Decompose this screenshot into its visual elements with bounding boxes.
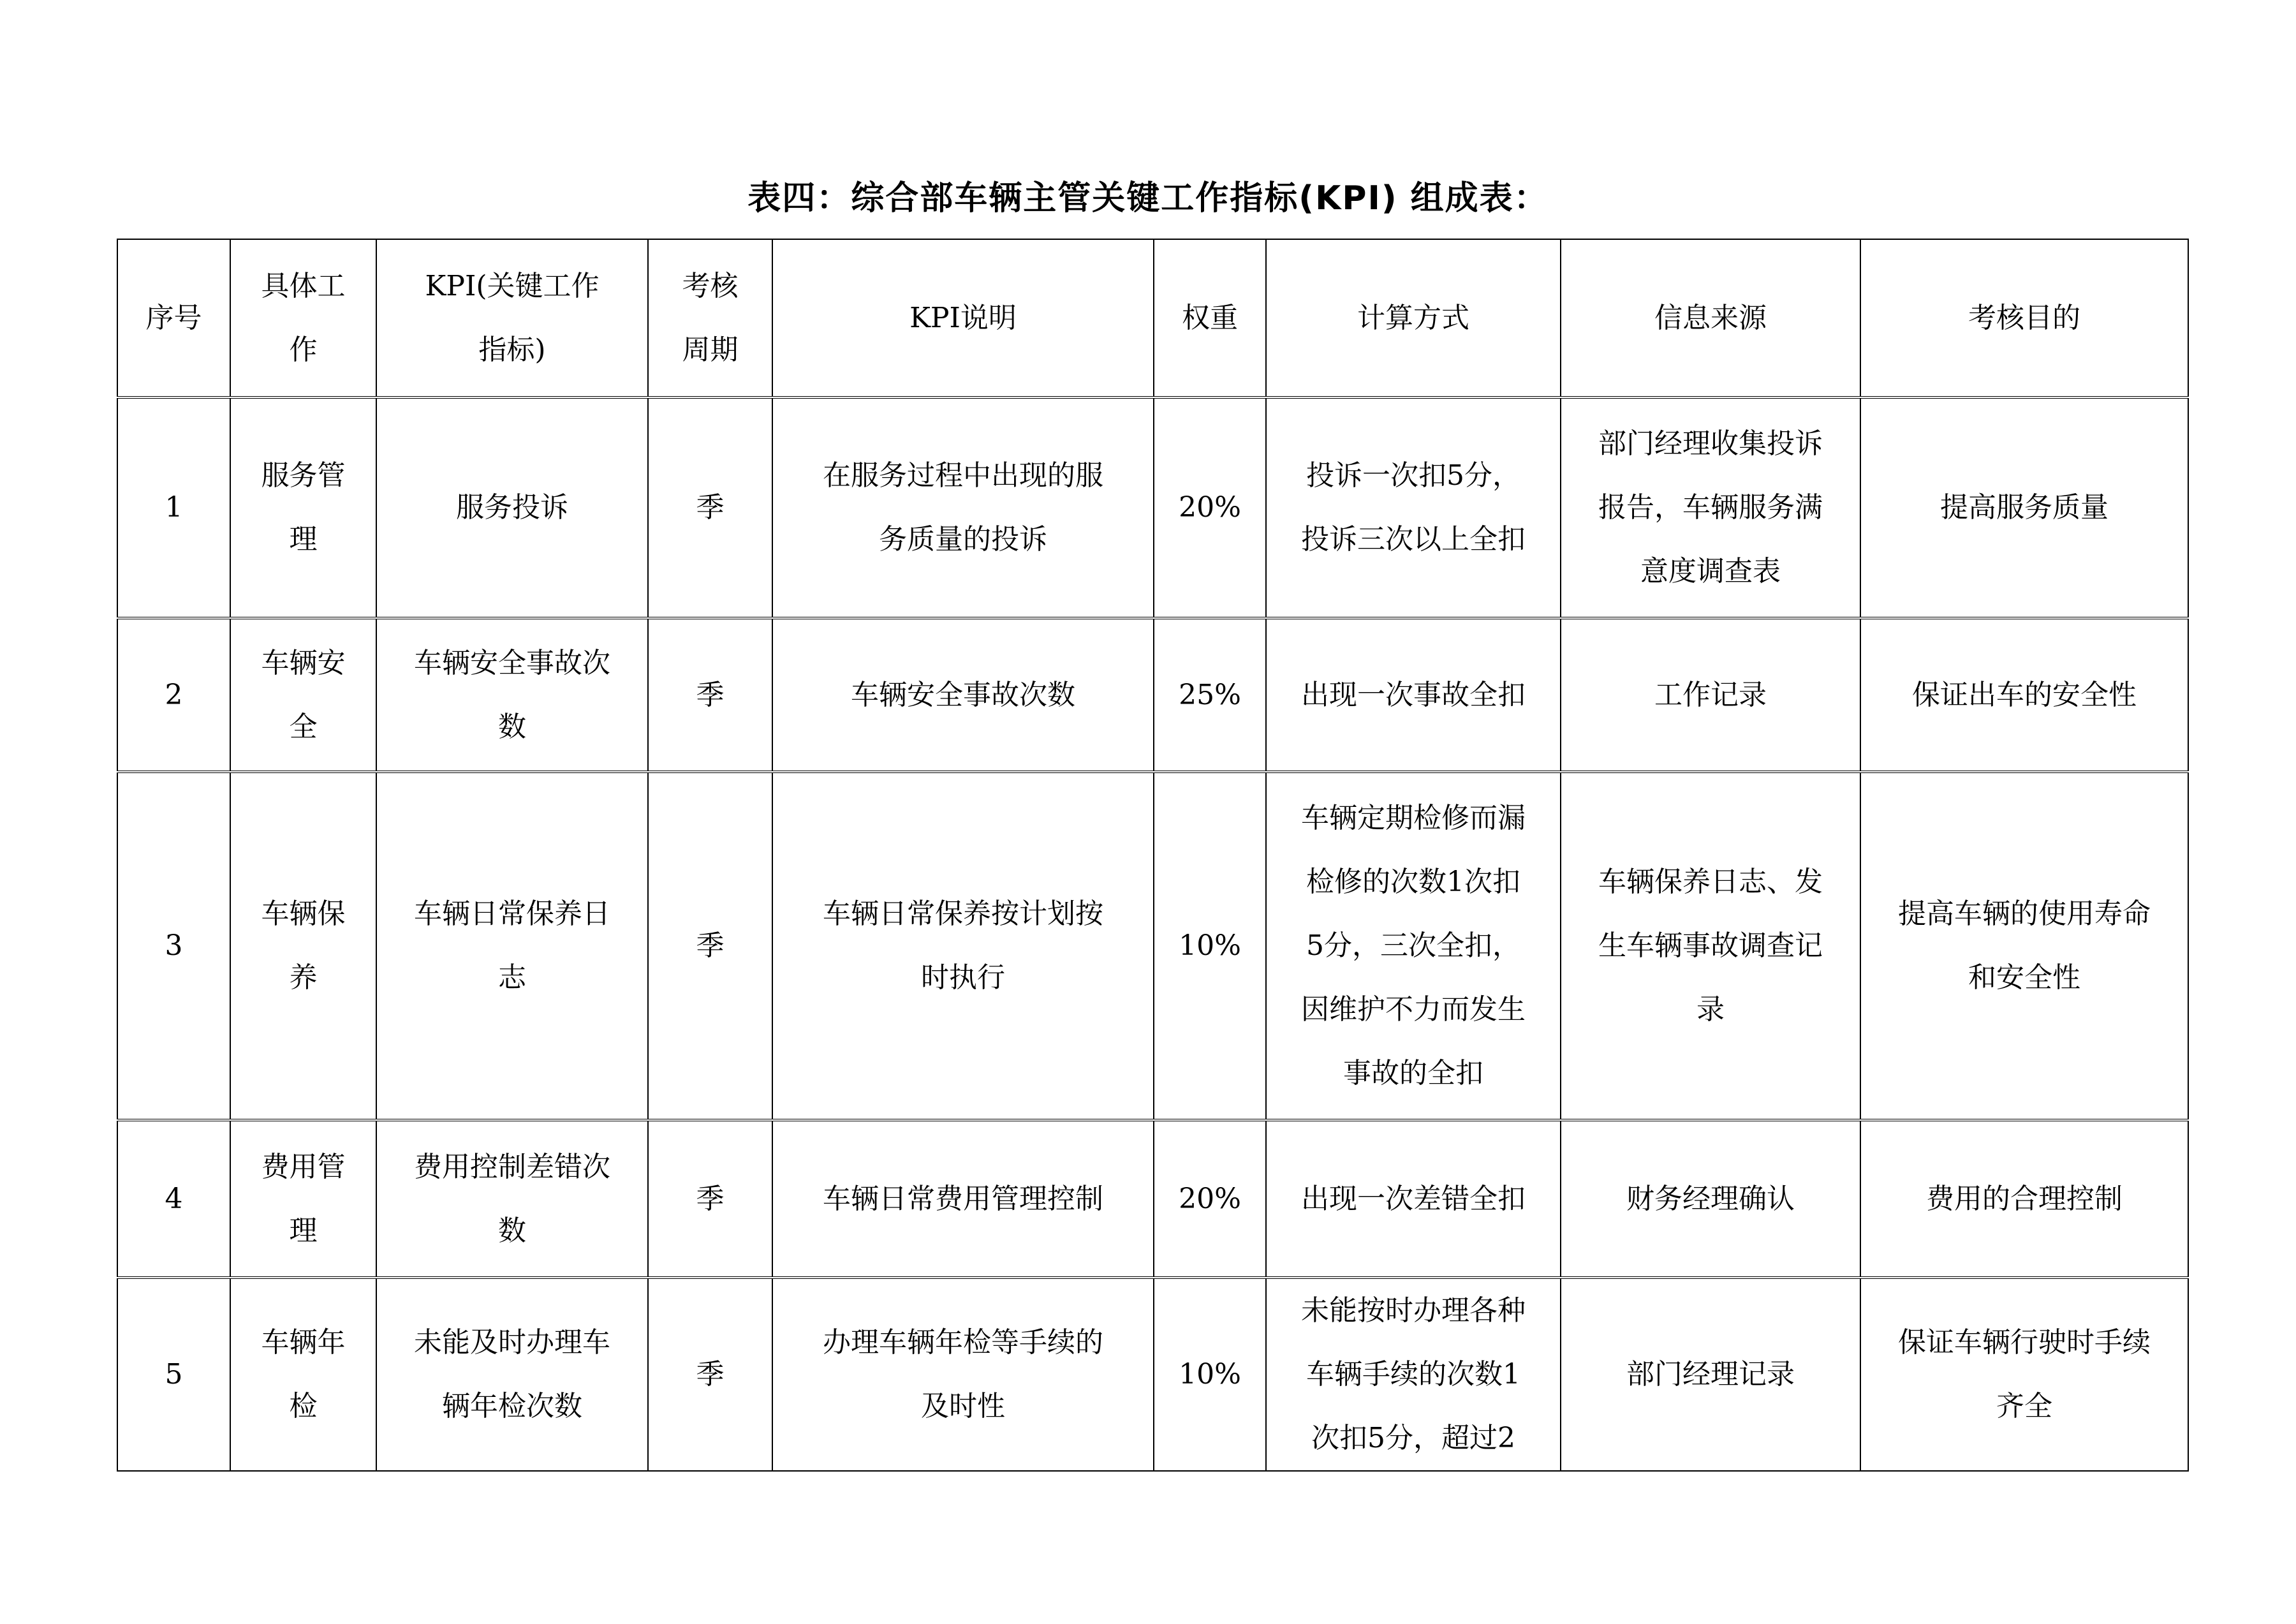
cell-line: 车辆安全事故次 [414,646,610,679]
cell-line: 工作记录 [1654,678,1767,711]
cell-line: 全 [289,710,318,743]
cell-line: 车辆定期检修而漏 [1301,802,1526,834]
cell-calc [1266,397,1561,618]
table-row [117,618,2188,772]
cell-kpi [376,1120,648,1278]
cell-line: 服务投诉 [456,491,568,524]
table-row [117,397,2188,618]
cell-period: 季 [648,397,772,618]
document-title: 表四：综合部车辆主管关键工作指标(KPI) 组成表： [747,179,1549,218]
cell-line: 未能按时办理各种 [1301,1294,1526,1327]
cell-line: 未能及时办理车 [414,1326,610,1359]
cell-line: 部门经理记录 [1626,1358,1795,1391]
cell-line: 车辆日常保养按计划按 [823,897,1103,930]
cell-line: 车辆年 [261,1326,346,1359]
cell-calc [1266,1120,1561,1278]
cell-line: 保证车辆行驶时手续 [1898,1326,2151,1359]
cell-line: 及时性 [921,1390,1005,1422]
cell-weight: 25% [1154,618,1266,772]
cell-line: 车辆安 [261,646,346,679]
cell-line: 因维护不力而发生 [1301,993,1526,1026]
header-source: 信息来源 [1561,239,1860,397]
cell-desc [772,772,1154,1120]
cell-line: 车辆手续的次数1 [1306,1358,1520,1391]
header-period-line: 周期 [682,333,739,366]
cell-line: 车辆保 [261,897,346,930]
header-weight: 权重 [1154,239,1266,397]
cell-line: 和安全性 [1968,961,2080,994]
cell-line: 提高车辆的使用寿命 [1898,897,2151,930]
cell-line: 事故的全扣 [1343,1057,1483,1089]
cell-line: 生车辆事故调查记 [1598,929,1823,962]
cell-line: 出现一次差错全扣 [1301,1182,1526,1215]
cell-work [230,618,376,772]
table-header-row [117,239,2188,397]
header-kpi [376,239,648,397]
table-row [117,1278,2188,1471]
header-desc: KPI说明 [772,239,1154,397]
cell-desc [772,1278,1154,1471]
cell-purpose [1860,1278,2188,1471]
cell-line: 数 [498,710,526,743]
header-seq: 序号 [117,239,230,397]
cell-kpi [376,397,648,618]
cell-purpose [1860,772,2188,1120]
cell-work [230,397,376,618]
cell-desc [772,397,1154,618]
cell-seq: 2 [117,618,230,772]
cell-line: 辆年检次数 [442,1390,582,1422]
header-purpose: 考核目的 [1860,239,2188,397]
cell-line: 报告，车辆服务满 [1598,491,1823,524]
cell-line: 检 [289,1390,318,1422]
cell-weight: 20% [1154,1120,1266,1278]
cell-weight: 20% [1154,397,1266,618]
cell-weight: 10% [1154,1278,1266,1471]
cell-line: 理 [289,523,318,556]
table-row [117,772,2188,1120]
cell-line: 出现一次事故全扣 [1301,678,1526,711]
cell-source [1561,397,1860,618]
cell-period: 季 [648,618,772,772]
kpi-table [117,239,2189,1472]
cell-line: 理 [289,1214,318,1247]
cell-line: 养 [289,961,318,994]
cell-seq: 1 [117,397,230,618]
cell-calc [1266,618,1561,772]
cell-line: 办理车辆年检等手续的 [823,1326,1103,1359]
cell-kpi [376,772,648,1120]
cell-seq: 4 [117,1120,230,1278]
cell-line: 保证出车的安全性 [1912,678,2137,711]
cell-desc [772,618,1154,772]
cell-line: 意度调查表 [1640,555,1781,587]
cell-calc [1266,1278,1561,1471]
header-work-line: 具体工 [261,269,346,302]
header-period-line: 考核 [682,269,739,302]
cell-period: 季 [648,1120,772,1278]
cell-line: 财务经理确认 [1626,1182,1795,1215]
cell-period: 季 [648,1278,772,1471]
cell-line: 5分，三次全扣， [1306,929,1520,962]
cell-line: 服务管 [261,459,346,492]
cell-period: 季 [648,772,772,1120]
cell-weight: 10% [1154,772,1266,1120]
header-work [230,239,376,397]
cell-purpose [1860,397,2188,618]
cell-line: 务质量的投诉 [879,523,1047,556]
cell-line: 在服务过程中出现的服 [823,459,1103,492]
cell-line: 车辆保养日志、发 [1598,866,1823,898]
header-kpi-line: 指标) [478,333,546,366]
cell-kpi [376,618,648,772]
cell-line: 部门经理收集投诉 [1598,427,1823,460]
cell-seq: 5 [117,1278,230,1471]
header-kpi-line: KPI(关键工作 [425,269,600,302]
cell-line: 费用的合理控制 [1926,1182,2123,1215]
cell-calc [1266,772,1561,1120]
cell-line: 提高服务质量 [1940,491,2108,524]
cell-source [1561,618,1860,772]
cell-line: 投诉一次扣5分， [1306,459,1520,492]
cell-purpose [1860,618,2188,772]
cell-line: 录 [1696,993,1725,1026]
cell-line: 车辆日常费用管理控制 [823,1182,1103,1215]
cell-line: 时执行 [921,961,1005,994]
cell-line: 次扣5分，超过2 [1311,1422,1515,1454]
cell-work [230,1120,376,1278]
header-calc: 计算方式 [1266,239,1561,397]
cell-purpose [1860,1120,2188,1278]
cell-line: 车辆日常保养日 [414,897,610,930]
header-period [648,239,772,397]
cell-work [230,1278,376,1471]
cell-line: 检修的次数1次扣 [1306,866,1520,898]
cell-source [1561,1278,1860,1471]
cell-desc [772,1120,1154,1278]
cell-work [230,772,376,1120]
header-work-line: 作 [289,333,318,366]
cell-kpi [376,1278,648,1471]
cell-source [1561,772,1860,1120]
cell-line: 费用控制差错次 [414,1150,610,1183]
table-row [117,1120,2188,1278]
cell-line: 齐全 [1996,1390,2052,1422]
cell-line: 投诉三次以上全扣 [1301,523,1526,556]
cell-line: 车辆安全事故次数 [851,678,1075,711]
cell-seq: 3 [117,772,230,1120]
cell-line: 数 [498,1214,526,1247]
cell-line: 费用管 [261,1150,346,1183]
cell-line: 志 [498,961,526,994]
cell-source [1561,1120,1860,1278]
